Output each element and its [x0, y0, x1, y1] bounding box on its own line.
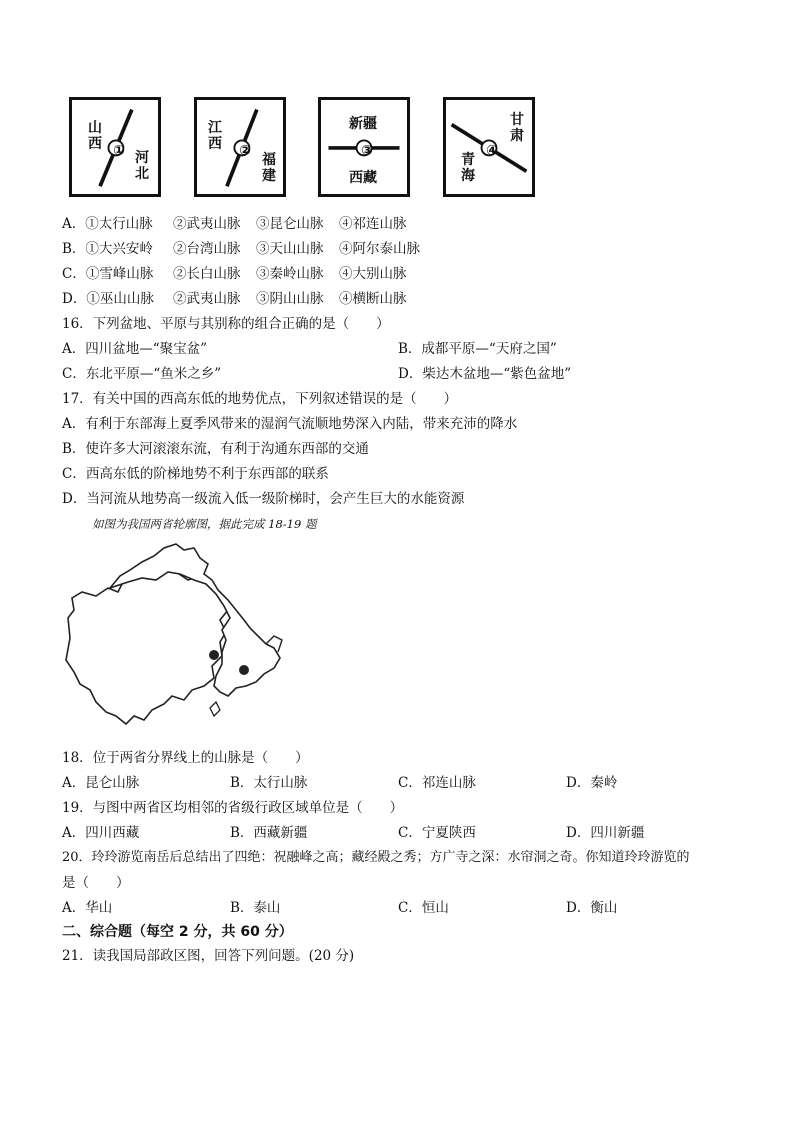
q15-option-b-item-4: ④阿尔泰山脉: [339, 241, 420, 257]
q15-option-c-letter: C．: [62, 266, 86, 282]
q16-option-b[interactable]: B．成都平原—“天府之国”: [398, 341, 557, 357]
capital-marker-east: [239, 665, 249, 675]
q18-option-c[interactable]: C．祁连山脉: [398, 775, 476, 791]
diagram-2-left-label: 江西: [208, 120, 222, 152]
q18-stem: 18．位于两省分界线上的山脉是（ ）: [62, 750, 309, 766]
q19-option-c[interactable]: C．宁夏陕西: [398, 825, 476, 841]
q15-option-d-item-3: ③阴山山脉: [256, 291, 324, 307]
q17-option-a[interactable]: A．有利于东部海上夏季风带来的湿润气流顺地势深入内陆，带来充沛的降水: [62, 416, 518, 432]
q20-stem-line-2: 是（ ）: [62, 875, 130, 891]
diagram-1-left-label: 山西: [88, 120, 102, 152]
q15-option-c[interactable]: [62, 264, 153, 284]
diagram-1-right-label: 河北: [135, 150, 149, 182]
diagram-3-bottom-label: 西藏: [349, 170, 377, 186]
diagram-2: [194, 97, 286, 197]
diagram-2-right-label: 福建: [262, 152, 276, 184]
map-caption: 如图为我国两省轮廓图，据此完成 18-19 题: [92, 517, 317, 531]
q15-option-a[interactable]: [62, 214, 153, 234]
q17-option-c[interactable]: C．西高东低的阶梯地势不利于东西部的联系: [62, 466, 329, 482]
q16-stem: 16．下列盆地、平原与其别称的组合正确的是（ ）: [62, 316, 390, 332]
q15-option-c-item-3: ③秦岭山脉: [256, 266, 324, 282]
diagram-1-mark: ①: [113, 143, 125, 159]
inner-lake: [210, 702, 220, 716]
q15-option-a-item-1: ①太行山脉: [85, 216, 153, 232]
q15-option-c-item-1: ①雪峰山脉: [85, 266, 154, 282]
q15-option-d-item-4: ④横断山脉: [339, 291, 407, 307]
diagram-4: [443, 97, 535, 197]
diagram-2-mark: ②: [239, 143, 251, 159]
diagram-4-mark: ④: [486, 143, 498, 159]
q20-stem-line-1: 20．玲玲游览南岳后总结出了四绝：祝融峰之高；藏经殿之秀；方广寺之深：水帘洞之奇。你知道玲玲游览的: [62, 850, 690, 865]
q15-option-c-item-2: ②长白山脉: [173, 266, 241, 282]
diagram-3-mark: ③: [361, 143, 373, 159]
west-province-outline: [66, 570, 228, 724]
capital-marker-west: [209, 650, 219, 660]
q15-option-b-item-2: ②台湾山脉: [173, 241, 241, 257]
diagram-3: [318, 97, 410, 197]
diagram-4-top-label: 甘肃: [510, 112, 524, 144]
q15-option-b-item-1: ①大兴安岭: [85, 241, 153, 257]
q21-stem: 21．读我国局部政区图，回答下列问题。(20 分): [62, 948, 355, 964]
q15-option-b-letter: B．: [62, 241, 86, 257]
two-provinces-outline-map: [60, 540, 310, 736]
q18-option-b[interactable]: B．太行山脉: [230, 775, 308, 791]
diagram-3-top-label: 新疆: [349, 116, 377, 132]
q19-option-d[interactable]: D．四川新疆: [566, 825, 645, 841]
q15-option-a-letter: A．: [62, 216, 86, 232]
q15-option-d-item-2: ②武夷山脉: [173, 291, 241, 307]
q18-option-a[interactable]: A．昆仑山脉: [62, 775, 140, 791]
q17-option-b[interactable]: B．使许多大河滚滚东流，有利于沟通东西部的交通: [62, 441, 369, 457]
q15-option-d-letter: D．: [62, 291, 87, 307]
q15-option-b[interactable]: [62, 239, 153, 259]
q15-option-a-item-3: ③昆仑山脉: [256, 216, 324, 232]
q17-option-d[interactable]: D．当河流从地势高一级流入低一级阶梯时，会产生巨大的水能资源: [62, 491, 465, 507]
q15-option-a-item-4: ④祁连山脉: [339, 216, 407, 232]
diagram-1: [69, 97, 161, 197]
q17-stem: 17．有关中国的西高东低的地势优点，下列叙述错误的是（ ）: [62, 391, 458, 407]
q18-option-d[interactable]: D．秦岭: [566, 775, 618, 791]
q19-option-b[interactable]: B．西藏新疆: [230, 825, 308, 841]
q16-option-a[interactable]: A．四川盆地—“聚宝盆”: [62, 341, 208, 357]
q15-option-b-item-3: ③天山山脉: [256, 241, 324, 257]
q20-option-c[interactable]: C．恒山: [398, 900, 449, 916]
q15-option-c-item-4: ④大别山脉: [339, 266, 407, 282]
q20-option-a[interactable]: A．华山: [62, 900, 113, 916]
q20-option-d[interactable]: D．衡山: [566, 900, 618, 916]
diagram-4-bottom-label: 青海: [461, 152, 475, 184]
q16-option-d[interactable]: D．柴达木盆地—“紫色盆地”: [398, 366, 572, 382]
q16-option-c[interactable]: C．东北平原—“鱼米之乡”: [62, 366, 222, 382]
q15-option-d-item-1: ①巫山山脉: [86, 291, 154, 307]
q19-option-a[interactable]: A．四川西藏: [62, 825, 140, 841]
q20-option-b[interactable]: B．泰山: [230, 900, 281, 916]
q15-option-d[interactable]: [62, 289, 154, 309]
q19-stem: 19．与图中两省区均相邻的省级行政区域单位是（ ）: [62, 800, 404, 816]
q15-option-a-item-2: ②武夷山脉: [173, 216, 241, 232]
section-2-heading: 二、综合题（每空 2 分，共 60 分）: [62, 924, 293, 940]
